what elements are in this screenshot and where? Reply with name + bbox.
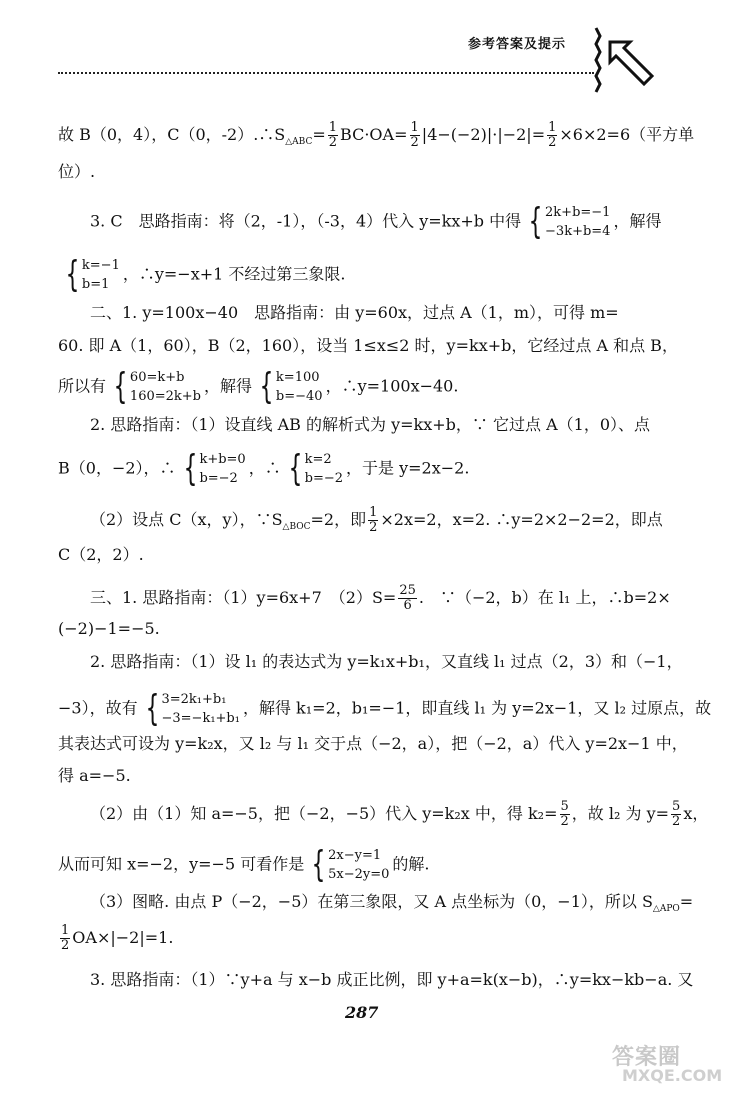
answer-line: （3）图略. 由点 P（−2，−5）在第三象限，又 A 点坐标为（0，−1），所以 $S_{\triangle APO}=$: [90, 892, 694, 915]
answer-line: 3. 思路指南：（1）∵y+a 与 x−b 成正比例，即 y+a=k(x−b)，∴y=kx−kb−a. 又: [90, 970, 694, 989]
watermark: 答案圈: [612, 1045, 682, 1070]
answer-line: −3），故有 { 3=2k₁+b₁ −3=−k₁+b₁ ，解得 k₁=2，b₁=−1，即直线 l₁ 为 y=2x−1，又 l₂ 过原点，故: [58, 688, 712, 729]
answer-line: C（2，2）.: [58, 545, 144, 564]
answer-line: 所以有 { 60=k+b 160=2k+b ，解得 { k=100 b=−40 ，∴y=100x−40.: [58, 366, 459, 407]
answer-line: { k=−1 b=1 ，∴y=−x+1 不经过第三象限.: [65, 254, 346, 295]
answer-line: 60. 即 A（1，60），B（2，160），设当 1≤x≤2 时，y=kx+b，它经过点 A 和点 B，: [58, 336, 678, 355]
header-title: 参考答案及提示: [468, 37, 567, 52]
answer-line: 故 B（0，4），C（0，$-2).\therefore S_{\triangle ABC}=$ $\frac{1}{2}$ BC·OA= $\frac{1}{2}$ |4−(−2)|·|−2|= $\frac{1}{2}$ ×6×2=6（平方单: [58, 120, 695, 150]
answer-line: 位）.: [58, 162, 96, 181]
answer-line: B（0，−2），∴ { k+b=0 b=−2 ，∴ { k=2 b=−2 ，于是 y=2x−2.: [58, 448, 470, 489]
answer-line: 从而可知 x=−2，y=−5 可看作是 { 2x−y=1 5x−2y=0 的解.: [58, 844, 430, 885]
answer-line: 2. 思路指南：（1）设 l₁ 的表达式为 y=k₁x+b₁，又直线 l₁ 过点（2，3）和（−1，: [90, 652, 683, 671]
answer-line: 得 a=−5.: [58, 766, 131, 785]
answer-line: 3. C 思路指南：将（2，-1），（-3，4）代入 y=kx+b 中得 { 2k+b=−1 −3k+b=4 ，解得: [90, 201, 662, 242]
answer-line: （2）由（1）知 a=−5，把（−2，−5）代入 y=k₂x 中，得 k₂= $\frac{5}{2}$ ，故 l₂ 为 y= $\frac{5}{2}$ x，: [90, 799, 709, 829]
answer-line: 三、1. 思路指南：（1）y=6x+7 （2）S= $\frac{25}{6}$ . ∵（−2，b）在 l₁ 上，∴b=2×: [90, 583, 671, 613]
arrow-icon: [590, 22, 660, 102]
header-divider: [58, 72, 594, 74]
answer-line: 2. 思路指南：（1）设直线 AB 的解析式为 y=kx+b，∵ 它过点 A（1，0）、点: [90, 415, 651, 434]
answer-line: (−2)−1=−5.: [58, 619, 160, 638]
answer-line: 二、1. y=100x−40 思路指南：由 y=60x，过点 A（1，m），可得 m=: [90, 303, 619, 322]
answer-line: $\frac{1}{2}$ OA×|−2|=1.: [61, 923, 174, 953]
page-number: 287: [345, 1003, 379, 1022]
answer-line: （2）设点 C（x，y），$\because S_{\triangle BOC}=2$，即 $\frac{1}{2}$ ×2x=2，x=2. ∴y=2×2−2=2，即点: [90, 505, 663, 535]
watermark-url: MXQE.COM: [622, 1066, 723, 1085]
answer-line: 其表达式可设为 y=k₂x，又 l₂ 与 l₁ 交于点（−2，a），把（−2，a）代入 y=2x−1 中，: [58, 734, 688, 753]
